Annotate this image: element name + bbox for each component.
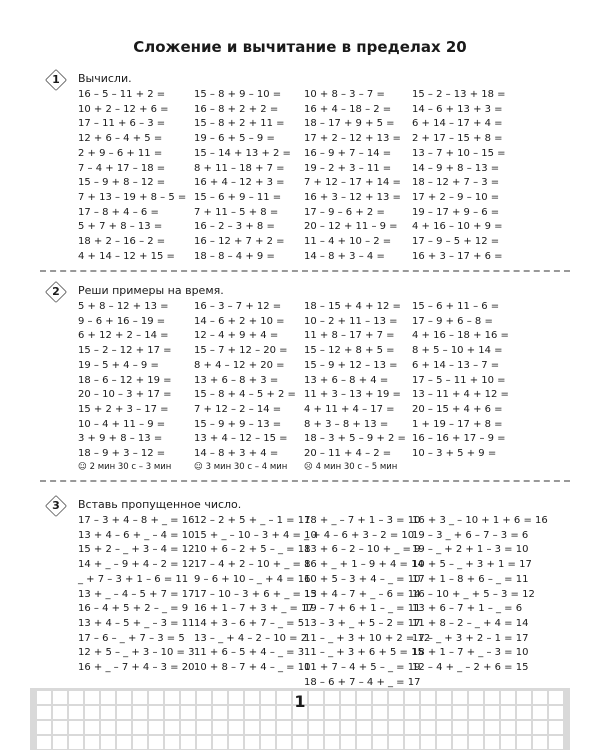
- math-problem: 11 + 8 – 17 + 7 =: [304, 330, 395, 342]
- math-problem: 15 + _ – 10 – 3 + 4 = 10: [194, 529, 317, 541]
- math-problem: 20 – 15 + 4 + 6 =: [412, 403, 503, 415]
- math-problem: 18 – 17 + 9 + 5 =: [304, 118, 395, 130]
- math-problem: 16 + _ + 1 – 9 + 4 = 14: [304, 559, 424, 571]
- math-problem: 18 – 6 + 7 – 4 + _ = 17: [304, 676, 421, 688]
- math-problem: 15 + 2 – _ + 3 – 4 = 12: [78, 544, 195, 556]
- math-problem: 13 – 3 + _ + 5 – 2 = 17: [304, 617, 421, 629]
- exercise-instruction: Вставь пропущенное число.: [78, 498, 242, 511]
- math-problem: 16 + 3 _ – 10 + 1 + 6 = 16: [412, 515, 548, 526]
- math-problem: 13 + 6 – 8 + 3 =: [194, 374, 279, 386]
- math-problem: 11 – _ + 3 + 10 + 2 = 12: [304, 632, 431, 644]
- math-problem: 18 + _ – 7 + 1 – 3 = 10: [304, 515, 421, 526]
- math-problem: 16 – 16 + 17 – 9 =: [412, 433, 506, 445]
- exercise-number-badge: [46, 282, 66, 302]
- math-problem: 16 + 4 – 12 + 3 =: [194, 177, 285, 189]
- math-problem: 19 – _ + 2 + 1 – 3 = 10: [412, 544, 529, 556]
- timing-text: 4 мин 30 с – 5 мин: [315, 462, 398, 472]
- math-problem: 12 – 2 + 5 + _ – 1 = 17: [194, 515, 311, 526]
- math-problem: 6 + 12 + 2 – 14 =: [78, 330, 169, 342]
- exercise-number: 3: [52, 499, 60, 512]
- math-problem: 17 – 5 – 11 + 10 =: [412, 374, 506, 386]
- math-problem: 18 + 2 – 16 – 2 =: [78, 236, 166, 248]
- section-3-header: [40, 496, 570, 516]
- math-problem: 17 – 4 + 2 – 10 + _ = 8: [194, 559, 311, 571]
- math-problem: 17 – _ + 3 + 2 – 1 = 17: [412, 632, 529, 644]
- math-problem: 11 – 4 + 10 – 2 =: [304, 236, 392, 248]
- section-divider: [40, 480, 570, 482]
- math-problem: 15 – 8 + 2 + 11 =: [194, 118, 285, 130]
- math-problem: 2 + 17 – 15 + 8 =: [412, 133, 503, 145]
- math-problem: 13 + 4 – 5 + _ – 3 = 11: [78, 617, 195, 629]
- math-problem: 14 – 6 + 2 + 10 =: [194, 315, 285, 327]
- math-problem: 14 – 8 + 3 – 4 =: [304, 250, 385, 262]
- math-problem: 16 + 3 – 12 + 13 =: [304, 191, 401, 203]
- exercise-grid: [78, 300, 528, 462]
- math-problem: 9 – 6 + 10 – _ + 4 = 16: [194, 573, 311, 585]
- timing-text: 2 мин 30 с – 3 мин: [89, 462, 172, 472]
- math-problem: 16 – 5 – 11 + 2 =: [78, 89, 166, 100]
- math-problem: 15 + 2 + 3 – 17 =: [78, 403, 169, 415]
- math-problem: 14 – 6 + 13 + 3 =: [412, 103, 503, 115]
- math-problem: 11 + 6 – 5 + 4 – _ = 3: [194, 647, 305, 659]
- math-problem: 13 – 11 + 4 + 12 =: [412, 389, 509, 401]
- math-problem: 3 + 9 + 8 – 13 =: [78, 433, 163, 445]
- math-problem: 17 – 9 – 6 + 2 =: [304, 206, 385, 218]
- math-problem: 17 – 3 + 4 – 8 + _ = 16: [78, 515, 195, 526]
- math-problem: 17 – 10 – 3 + 6 + _ = 13: [194, 588, 317, 600]
- math-problem: 11 + 8 – 2 – _ + 4 = 14: [412, 617, 529, 629]
- math-problem: 8 + 5 – 10 + 14 =: [412, 345, 503, 357]
- math-problem: 4 + 14 – 12 + 15 =: [78, 250, 175, 262]
- math-problem: 14 – 9 + 8 – 13 =: [412, 162, 500, 174]
- math-problem: 15 – 8 + 9 – 10 =: [194, 89, 282, 100]
- math-problem: 15 – 9 + 9 – 13 =: [194, 418, 282, 430]
- math-problem: 17 – 9 – 5 + 12 =: [412, 236, 500, 248]
- math-problem: 18 – 3 + 5 – 9 + 2 =: [304, 433, 406, 445]
- math-problem: 13 + 4 – 6 + _ – 4 = 10: [78, 529, 195, 541]
- math-problem: 18 – 6 – 12 + 19 =: [78, 374, 172, 386]
- math-problem: 4 + 16 – 18 + 16 =: [412, 330, 509, 342]
- math-problem: 7 + 13 – 19 + 8 – 5 =: [78, 191, 187, 203]
- math-problem: 8 + 4 – 12 + 20 =: [194, 359, 285, 371]
- math-problem: 15 – 7 + 12 – 20 =: [194, 345, 288, 357]
- math-problem: 15 – 6 + 11 – 6 =: [412, 301, 500, 312]
- math-problem: 16 – 12 + 7 + 2 =: [194, 236, 285, 248]
- math-problem: 17 + 2 – 9 – 10 =: [412, 191, 500, 203]
- timing-text: 3 мин 30 с – 4 мин: [205, 462, 288, 472]
- math-problem: 4 + 11 + 4 – 17 =: [304, 403, 395, 415]
- math-problem: 16 – 2 – 3 + 8 =: [194, 221, 275, 233]
- exercise-number-badge: [46, 70, 66, 90]
- section-1-header: [40, 70, 570, 90]
- math-problem: 7 + 11 – 5 + 8 =: [194, 206, 279, 218]
- math-problem: 2 + 9 – 6 + 11 =: [78, 147, 163, 159]
- math-problem: 10 + 6 – 2 + 5 – _ = 18: [194, 544, 311, 556]
- math-problem: 10 + 8 – 3 – 7 =: [304, 89, 385, 100]
- math-problem: 7 + 12 – 17 + 14 =: [304, 177, 401, 189]
- page-number: 1: [294, 692, 306, 711]
- math-problem: _ + 7 – 3 + 1 – 6 = 11: [78, 573, 189, 585]
- math-problem: 12 – 4 + _ – 2 + 6 = 15: [412, 662, 529, 674]
- math-problem: 15 – 9 + 12 – 13 =: [304, 359, 398, 371]
- math-problem: 8 + 11 – 18 + 7 =: [194, 162, 285, 174]
- math-problem: 18 + 1 – 7 + _ – 3 = 10: [412, 647, 529, 659]
- math-problem: 8 + 3 – 8 + 13 =: [304, 418, 389, 430]
- math-problem: 19 – 17 + 9 – 6 =: [412, 206, 500, 218]
- math-problem: 19 – 7 + 6 + 1 – _ = 11: [304, 603, 421, 615]
- math-problem: 5 + 7 + 8 – 13 =: [78, 221, 163, 233]
- math-problem: 7 – 4 + 17 – 18 =: [78, 162, 166, 174]
- math-problem: 15 – 2 – 12 + 17 =: [78, 345, 172, 357]
- math-problem: 17 + 1 – 8 + 6 – _ = 11: [412, 573, 529, 585]
- math-problem: 16 + 1 – 7 + 3 + _ = 17: [194, 603, 314, 615]
- math-problem: 13 + _ – 4 – 5 + 7 = 17: [78, 588, 195, 600]
- math-problem: 13 + 6 – 8 + 4 =: [304, 374, 389, 386]
- math-problem: 13 + 4 – 12 – 15 =: [194, 433, 288, 445]
- math-problem: 13 – 7 + 10 – 15 =: [412, 147, 506, 159]
- math-problem: 17 – 8 + 4 – 6 =: [78, 206, 159, 218]
- timing-item: [194, 462, 304, 472]
- math-problem: 18 – 15 + 4 + 12 =: [304, 301, 401, 312]
- math-problem: 16 + 4 – 18 – 2 =: [304, 103, 392, 115]
- math-problem: 19 – 2 + 3 – 11 =: [304, 162, 392, 174]
- exercise-number: 2: [52, 285, 60, 298]
- math-problem: 20 – 10 – 3 + 17 =: [78, 389, 172, 401]
- math-problem: 11 + 3 – 13 + 19 =: [304, 389, 401, 401]
- math-problem: 17 – 6 – _ + 7 – 3 = 5: [78, 632, 185, 644]
- page-title: Сложение и вычитание в пределах 20: [133, 38, 467, 56]
- math-problem: 15 – 6 + 9 – 11 =: [194, 191, 282, 203]
- math-problem: 10 + 2 – 12 + 6 =: [78, 103, 169, 115]
- exercise-number: 1: [52, 73, 60, 86]
- math-problem: 14 + _ – 9 + 4 – 2 = 12: [78, 559, 195, 571]
- math-problem: 17 – 9 + 6 – 8 =: [412, 315, 493, 327]
- timing-legend: [78, 462, 412, 472]
- math-problem: 18 – 9 + 3 – 12 =: [78, 448, 166, 460]
- smile-icon: ☺: [78, 462, 90, 472]
- math-problem: 10 + 5 – 3 + 4 – _ = 10: [304, 573, 421, 585]
- math-problem: 15 – 2 – 13 + 18 =: [412, 89, 506, 100]
- math-problem: 16 – 9 + 7 – 14 =: [304, 147, 392, 159]
- math-problem: 15 – 14 + 13 + 2 =: [194, 147, 291, 159]
- section-divider: [40, 270, 570, 272]
- exercise-instruction: Вычисли.: [78, 72, 132, 85]
- exercise-grid: [78, 514, 548, 690]
- math-problem: 15 – 8 + 4 – 5 + 2 =: [194, 389, 296, 401]
- smile-icon: ☺: [194, 462, 206, 472]
- math-problem: 14 – 8 + 3 + 4 =: [194, 448, 279, 460]
- exercise-instruction: Реши примеры на время.: [78, 284, 224, 297]
- math-problem: 19 – 6 + 5 – 9 =: [194, 133, 275, 145]
- math-problem: 19 – 5 + 4 – 9 =: [78, 359, 159, 371]
- exercise-grid: [78, 88, 528, 264]
- math-problem: 18 – 12 + 7 – 3 =: [412, 177, 500, 189]
- math-problem: 15 + 4 – 7 + _ – 6 = 14: [304, 588, 421, 600]
- math-problem: _ + 4 – 6 + 3 – 2 = 10: [304, 529, 415, 541]
- math-problem: 11 – _ + 3 + 6 + 5 = 15: [304, 647, 424, 659]
- math-problem: 10 – 3 + 5 + 9 =: [412, 448, 497, 460]
- math-problem: 4 + 16 – 10 + 9 =: [412, 221, 503, 233]
- exercise-number-badge: [46, 496, 66, 516]
- timing-item: [304, 462, 412, 472]
- math-problem: 15 – 9 + 8 – 12 =: [78, 177, 166, 189]
- section-3: [40, 496, 570, 688]
- math-problem: 11 + 7 – 4 + 5 – _ = 19: [304, 662, 421, 674]
- section-1: [40, 70, 570, 262]
- math-problem: 10 – 2 + 11 – 13 =: [304, 315, 398, 327]
- math-problem: 7 + 12 – 2 – 14 =: [194, 403, 282, 415]
- math-problem: 12 + 6 – 4 + 5 =: [78, 133, 163, 145]
- math-problem: 12 + 5 – _ + 3 – 10 = 3: [78, 647, 195, 659]
- math-problem: 17 + 2 – 12 + 13 =: [304, 133, 401, 145]
- section-2: [40, 282, 570, 472]
- math-problem: 9 – 6 + 16 – 19 =: [78, 315, 166, 327]
- math-problem: 16 – 3 – 7 + 12 =: [194, 301, 282, 312]
- math-problem: 20 – 11 + 4 – 2 =: [304, 448, 392, 460]
- section-2-header: [40, 282, 570, 302]
- math-problem: 10 + 8 – 7 + 4 – _ = 10: [194, 662, 311, 674]
- math-problem: 13 + 6 – 2 – 10 + _ = 9: [304, 544, 421, 556]
- math-problem: 16 – 10 + _ + 5 – 3 = 12: [412, 588, 535, 600]
- math-problem: 17 – 11 + 6 – 3 =: [78, 118, 166, 130]
- math-problem: 12 – 4 + 9 + 4 =: [194, 330, 279, 342]
- math-problem: 5 + 8 – 12 + 13 =: [78, 301, 169, 312]
- math-problem: 6 + 14 – 17 + 4 =: [412, 118, 503, 130]
- math-problem: 10 – 4 + 11 – 9 =: [78, 418, 166, 430]
- math-problem: 16 + 3 – 17 + 6 =: [412, 250, 503, 262]
- math-problem: 13 – _ + 4 – 2 – 10 = 2: [194, 632, 308, 644]
- math-problem: 15 – 12 + 8 + 5 =: [304, 345, 395, 357]
- math-problem: 14 + 3 – 6 + 7 – _ = 5: [194, 617, 305, 629]
- math-problem: 16 + _ – 7 + 4 – 3 = 20: [78, 662, 195, 674]
- math-problem: 16 – 8 + 2 + 2 =: [194, 103, 279, 115]
- frown-icon: ☹: [304, 462, 316, 472]
- math-problem: 18 – 8 – 4 + 9 =: [194, 250, 275, 262]
- math-problem: 13 + 6 – 7 + 1 – _ = 6: [412, 603, 523, 615]
- math-problem: 16 – 4 + 5 + 2 – _ = 9: [78, 603, 189, 615]
- math-problem: 6 + 14 – 13 – 7 =: [412, 359, 500, 371]
- timing-item: [78, 462, 194, 472]
- math-problem: 20 – 12 + 11 – 9 =: [304, 221, 398, 233]
- math-problem: 10 + 5 – _ + 3 + 1 = 17: [412, 559, 532, 571]
- math-problem: 19 – 3 _ + 6 – 7 – 3 = 6: [412, 529, 529, 541]
- math-problem: 1 + 19 – 17 + 8 =: [412, 418, 503, 430]
